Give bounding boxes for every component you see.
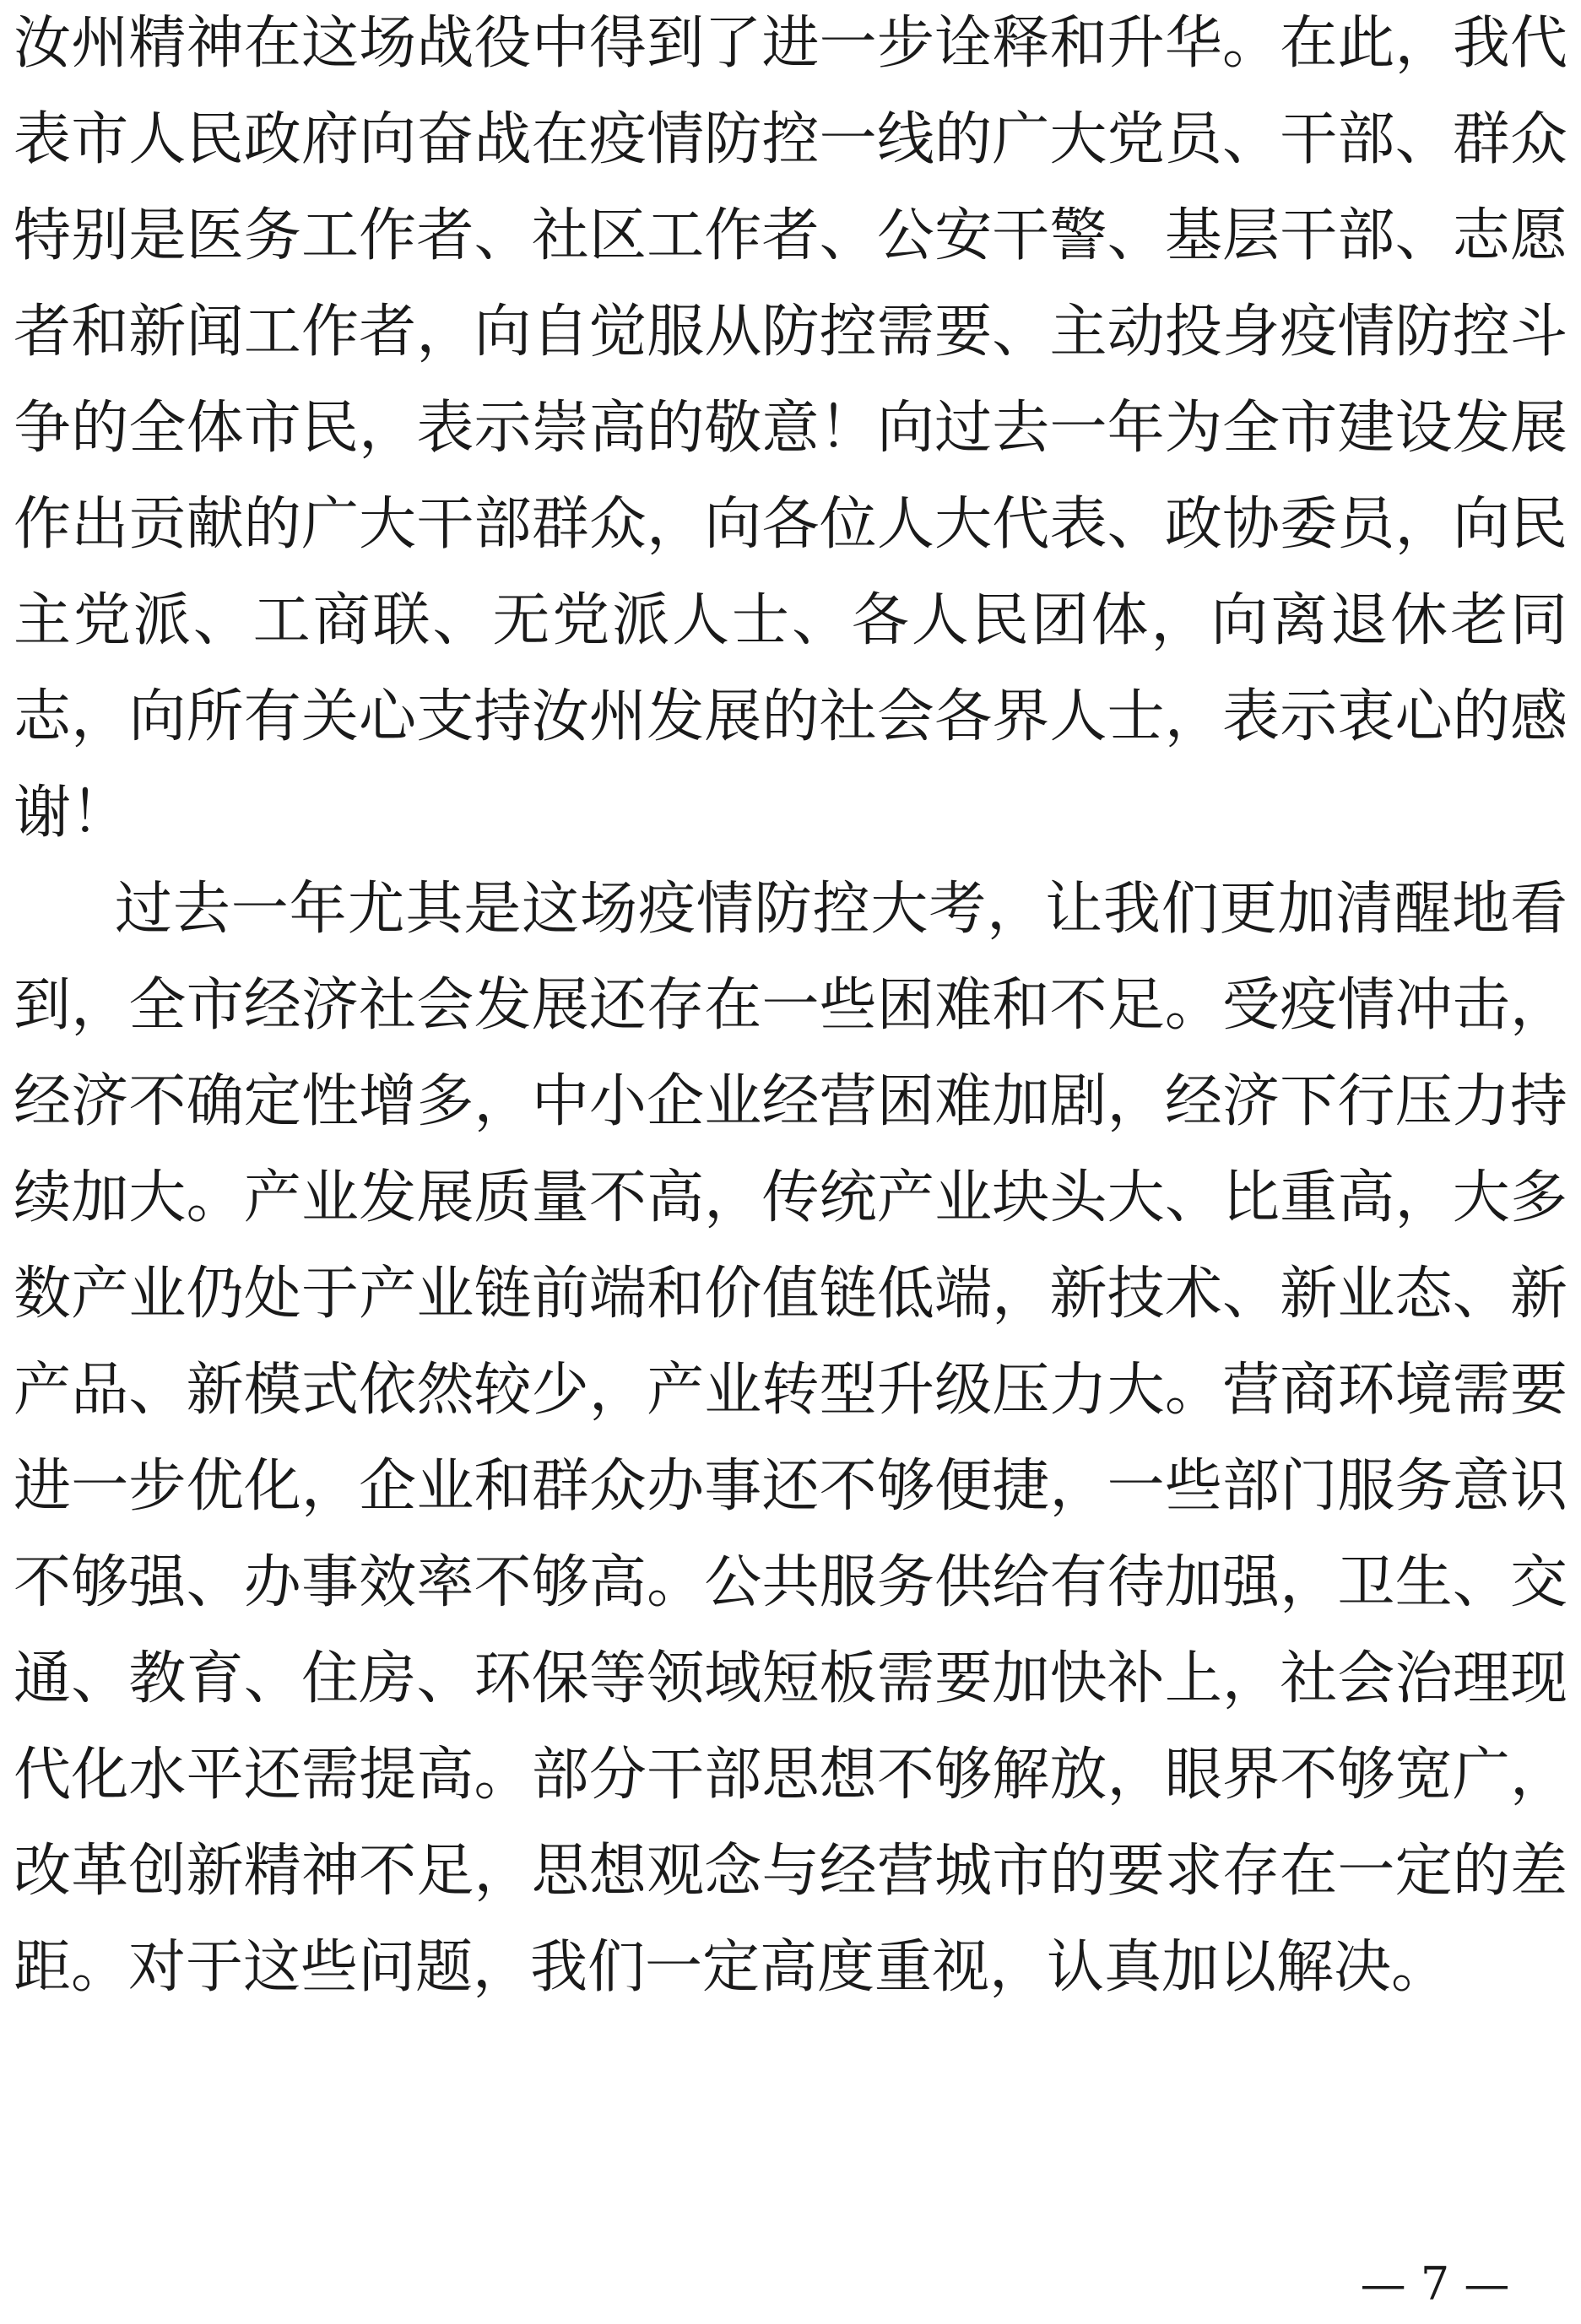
text-line: 谢！ — [14, 780, 129, 846]
text-line: 志，向所有关心支持汝州发展的社会各界人士，表示衷心的感 — [14, 684, 1567, 750]
text-line: 争的全体市民，表示崇高的敬意！向过去一年为全市建设发展 — [14, 395, 1567, 462]
text-line: 特别是医务工作者、社区工作者、公安干警、基层干部、志愿 — [14, 203, 1567, 269]
text-line: 作出贡献的广大干部群众，向各位人大代表、政协委员，向民 — [14, 491, 1567, 558]
text-line: 主党派、工商联、无党派人士、各人民团体，向离退休老同 — [14, 587, 1567, 654]
text-line: 到，全市经济社会发展还存在一些困难和不足。受疫情冲击， — [14, 972, 1567, 1039]
text-line: 距。对于这些问题，我们一定高度重视，认真加以解决。 — [14, 1934, 1449, 2001]
text-line: 汝州精神在这场战役中得到了进一步诠释和升华。在此，我代 — [14, 10, 1567, 77]
text-line: 改革创新精神不足，思想观念与经营城市的要求存在一定的差 — [14, 1838, 1567, 1905]
text-line: 进一步优化，企业和群众办事还不够便捷，一些部门服务意识 — [14, 1453, 1567, 1520]
text-line: 产品、新模式依然较少，产业转型升级压力大。营商环境需要 — [14, 1357, 1567, 1424]
text-line: 续加大。产业发展质量不高，传统产业块头大、比重高，大多 — [14, 1165, 1567, 1231]
text-line: 表市人民政府向奋战在疫情防控一线的广大党员、干部、群众 — [14, 106, 1567, 173]
text-line: 不够强、办事效率不够高。公共服务供给有待加强，卫生、交 — [14, 1549, 1567, 1616]
text-line: 过去一年尤其是这场疫情防控大考，让我们更加清醒地看 — [115, 876, 1567, 943]
text-line: 通、教育、住房、环保等领域短板需要加快补上，社会治理现 — [14, 1646, 1567, 1712]
text-line: 经济不确定性增多，中小企业经营困难加剧，经济下行压力持 — [14, 1068, 1567, 1135]
text-line: 数产业仍处于产业链前端和价值链低端，新技术、新业态、新 — [14, 1261, 1567, 1327]
page-number: — 7 — — [1360, 2257, 1510, 2310]
text-line: 者和新闻工作者，向自觉服从防控需要、主动投身疫情防控斗 — [14, 299, 1567, 365]
text-line: 代化水平还需提高。部分干部思想不够解放，眼界不够宽广， — [14, 1742, 1567, 1808]
